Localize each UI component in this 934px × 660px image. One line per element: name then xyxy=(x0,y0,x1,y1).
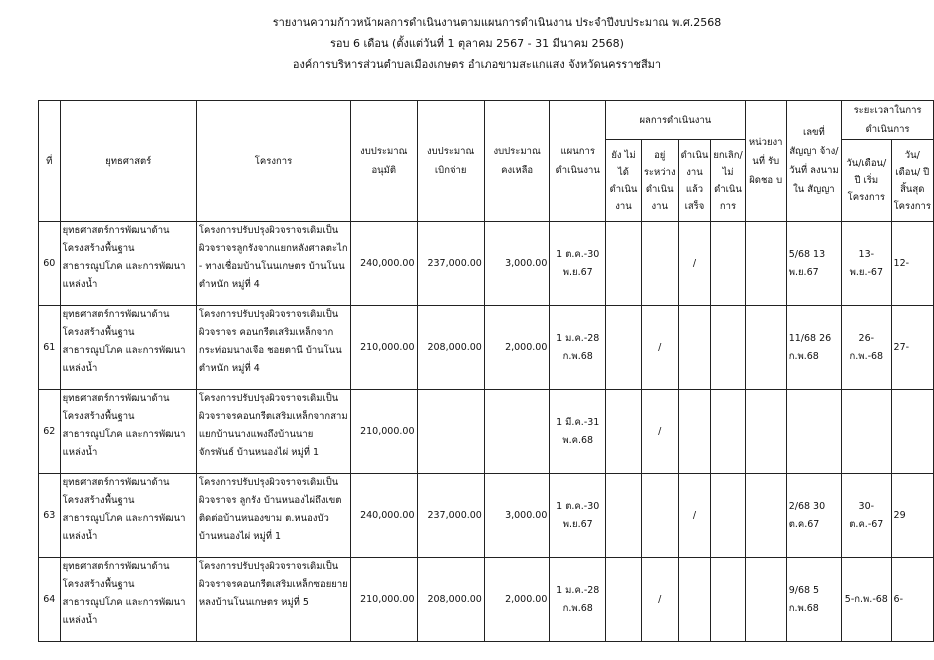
row-strategy: ยุทธศาสตร์การพัฒนาด้านโครงสร้างพื้นฐาน สาธารณูปโภค และการพัฒนาแหล่งน้ำ xyxy=(60,558,196,642)
row-approved: 210,000.00 xyxy=(351,390,417,474)
row-project: โครงการปรับปรุงผิวจราจรเดิมเป็นผิวจราจรคอนกรีตเสริมเหล็กซอยยายหลงบ้านโนนเกษตร หมู่ที่ 5 xyxy=(196,558,350,642)
row-project: โครงการปรับปรุงผิวจราจรเดิมเป็นผิวจราจร ลูกรัง บ้านหนองไผ่ถึงเขตติดต่อบ้านหนองขาม ต.หนองบัว บ้านหนองไผ่ หมู่ที่ 1 xyxy=(196,474,350,558)
row-contract: 2/68 30 ต.ค.67 xyxy=(786,474,841,558)
row-no: 60 xyxy=(39,222,61,306)
row-done: / xyxy=(678,222,711,306)
header-results-group: ผลการดำเนินงาน xyxy=(606,101,746,140)
row-contract: 9/68 5 ก.พ.68 xyxy=(786,558,841,642)
table-row xyxy=(39,306,934,390)
row-done xyxy=(678,390,711,474)
table-row xyxy=(39,222,934,306)
header-start: วัน/เดือน/ ปี เริ่ม โครงการ xyxy=(842,140,891,222)
row-in-progress xyxy=(641,474,678,558)
row-plan: 1 มี.ค.-31 พ.ค.68 xyxy=(550,390,606,474)
row-end: 27- xyxy=(891,306,933,390)
row-contract xyxy=(786,390,841,474)
row-project: โครงการปรับปรุงผิวจราจรเดิมเป็นผิวจราจรลูกรังจากแยกหลังศาลตะไก - ทางเชื่อมบ้านโนนเกษตร บ้านโนนตำหนัก หมู่ที่ 4 xyxy=(196,222,350,306)
row-spent: 237,000.00 xyxy=(417,474,484,558)
row-remaining: 3,000.00 xyxy=(484,222,550,306)
row-plan: 1 ม.ค.-28 ก.พ.68 xyxy=(550,306,606,390)
header-end: วัน/เดือน/ ปี สิ้นสุด โครงการ xyxy=(891,140,933,222)
row-remaining: 2,000.00 xyxy=(484,558,550,642)
table-row xyxy=(39,558,934,642)
row-responsible xyxy=(745,222,786,306)
row-responsible xyxy=(745,306,786,390)
header-done: ดำเนิน งาน แล้ว เสร็จ xyxy=(678,140,711,222)
row-not-started xyxy=(606,306,642,390)
row-not-started xyxy=(606,558,642,642)
row-responsible xyxy=(745,474,786,558)
row-remaining xyxy=(484,390,550,474)
row-end: 29 xyxy=(891,474,933,558)
row-remaining: 3,000.00 xyxy=(484,474,550,558)
row-spent: 208,000.00 xyxy=(417,306,484,390)
row-project: โครงการปรับปรุงผิวจราจรเดิมเป็นผิวจราจรคอนกรีตเสริมเหล็กจากสามแยกบ้านนางแพงถึงบ้านนายจักรพันธ์ บ้านหนองไผ่ หมู่ที่ 1 xyxy=(196,390,350,474)
header-strategy: ยุทธศาสตร์ xyxy=(60,101,196,222)
header-budget-remaining: งบประมาณ คงเหลือ xyxy=(484,101,550,222)
row-responsible xyxy=(745,558,786,642)
row-remaining: 2,000.00 xyxy=(484,306,550,390)
header-period-group: ระยะเวลาในการ ดำเนินการ xyxy=(842,101,934,140)
row-cancelled xyxy=(711,474,745,558)
row-not-started xyxy=(606,222,642,306)
row-start xyxy=(842,390,891,474)
row-in-progress: / xyxy=(641,558,678,642)
header-contract: เลขที่ สัญญา จ้าง/วันที่ ลงนามใน สัญญา xyxy=(786,101,841,222)
row-in-progress: / xyxy=(641,306,678,390)
row-not-started xyxy=(606,474,642,558)
row-start: 5-ก.พ.-68 xyxy=(842,558,891,642)
header-not-started: ยัง ไม่ได้ ดำเนินงาน xyxy=(606,140,642,222)
table-row xyxy=(39,474,934,558)
row-in-progress xyxy=(641,222,678,306)
row-end xyxy=(891,390,933,474)
report-period: รอบ 6 เดือน (ตั้งแต่วันที่ 1 ตุลาคม 2567 - 31 มีนาคม 2568) xyxy=(330,37,624,50)
row-start: 26-ก.พ.-68 xyxy=(842,306,891,390)
header-responsible: หน่วยงา นที่ รับผิดชอ บ xyxy=(745,101,786,222)
row-strategy: ยุทธศาสตร์การพัฒนาด้านโครงสร้างพื้นฐาน สาธารณูปโภค และการพัฒนาแหล่งน้ำ xyxy=(60,222,196,306)
header-no: ที่ xyxy=(39,101,61,222)
row-approved: 240,000.00 xyxy=(351,474,417,558)
row-plan: 1 ม.ค.-28 ก.พ.68 xyxy=(550,558,606,642)
header-in-progress: อยู่ ระหว่าง ดำเนินงาน xyxy=(641,140,678,222)
row-done xyxy=(678,558,711,642)
row-cancelled xyxy=(711,390,745,474)
row-done: / xyxy=(678,474,711,558)
row-no: 63 xyxy=(39,474,61,558)
header-budget-approved: งบประมาณ อนุมัติ xyxy=(351,101,417,222)
report-organization: องค์การบริหารส่วนตำบลเมืองเกษตร อำเภอขามสะแกแสง จังหวัดนครราชสีมา xyxy=(292,58,662,71)
row-end: 12- xyxy=(891,222,933,306)
header-plan: แผนการ ดำเนินงาน xyxy=(550,101,606,222)
row-no: 62 xyxy=(39,390,61,474)
row-responsible xyxy=(745,390,786,474)
row-strategy: ยุทธศาสตร์การพัฒนาด้านโครงสร้างพื้นฐาน สาธารณูปโภค และการพัฒนาแหล่งน้ำ xyxy=(60,390,196,474)
row-approved: 210,000.00 xyxy=(351,558,417,642)
progress-table xyxy=(38,100,934,642)
row-start: 30-ต.ค.-67 xyxy=(842,474,891,558)
row-not-started xyxy=(606,390,642,474)
row-strategy: ยุทธศาสตร์การพัฒนาด้านโครงสร้างพื้นฐาน สาธารณูปโภค และการพัฒนาแหล่งน้ำ xyxy=(60,474,196,558)
row-spent: 237,000.00 xyxy=(417,222,484,306)
row-contract: 11/68 26 ก.พ.68 xyxy=(786,306,841,390)
row-spent: 208,000.00 xyxy=(417,558,484,642)
row-strategy: ยุทธศาสตร์การพัฒนาด้านโครงสร้างพื้นฐาน สาธารณูปโภค และการพัฒนาแหล่งน้ำ xyxy=(60,306,196,390)
header-budget-spent: งบประมาณ เบิกจ่าย xyxy=(417,101,484,222)
header-project: โครงการ xyxy=(196,101,350,222)
row-cancelled xyxy=(711,558,745,642)
row-approved: 240,000.00 xyxy=(351,222,417,306)
report-title: รายงานความก้าวหน้าผลการดำเนินงานตามแผนการดำเนินงาน ประจำปีงบประมาณ พ.ศ.2568 xyxy=(272,16,722,29)
row-contract: 5/68 13 พ.ย.67 xyxy=(786,222,841,306)
row-no: 64 xyxy=(39,558,61,642)
row-start: 13-พ.ย.-67 xyxy=(842,222,891,306)
row-end: 6- xyxy=(891,558,933,642)
row-cancelled xyxy=(711,306,745,390)
row-spent xyxy=(417,390,484,474)
row-done xyxy=(678,306,711,390)
row-in-progress: / xyxy=(641,390,678,474)
row-approved: 210,000.00 xyxy=(351,306,417,390)
row-cancelled xyxy=(711,222,745,306)
row-plan: 1 ต.ค.-30 พ.ย.67 xyxy=(550,474,606,558)
header-cancelled: ยกเลิก/ ไม่ ดำเนินการ xyxy=(711,140,745,222)
table-row xyxy=(39,390,934,474)
row-project: โครงการปรับปรุงผิวจราจรเดิมเป็นผิวจราจร คอนกรีตเสริมเหล็กจากกระท่อมนางเจือ ชอยตานี บ้านโนนตำหนัก หมู่ที่ 4 xyxy=(196,306,350,390)
row-no: 61 xyxy=(39,306,61,390)
row-plan: 1 ต.ค.-30 พ.ย.67 xyxy=(550,222,606,306)
